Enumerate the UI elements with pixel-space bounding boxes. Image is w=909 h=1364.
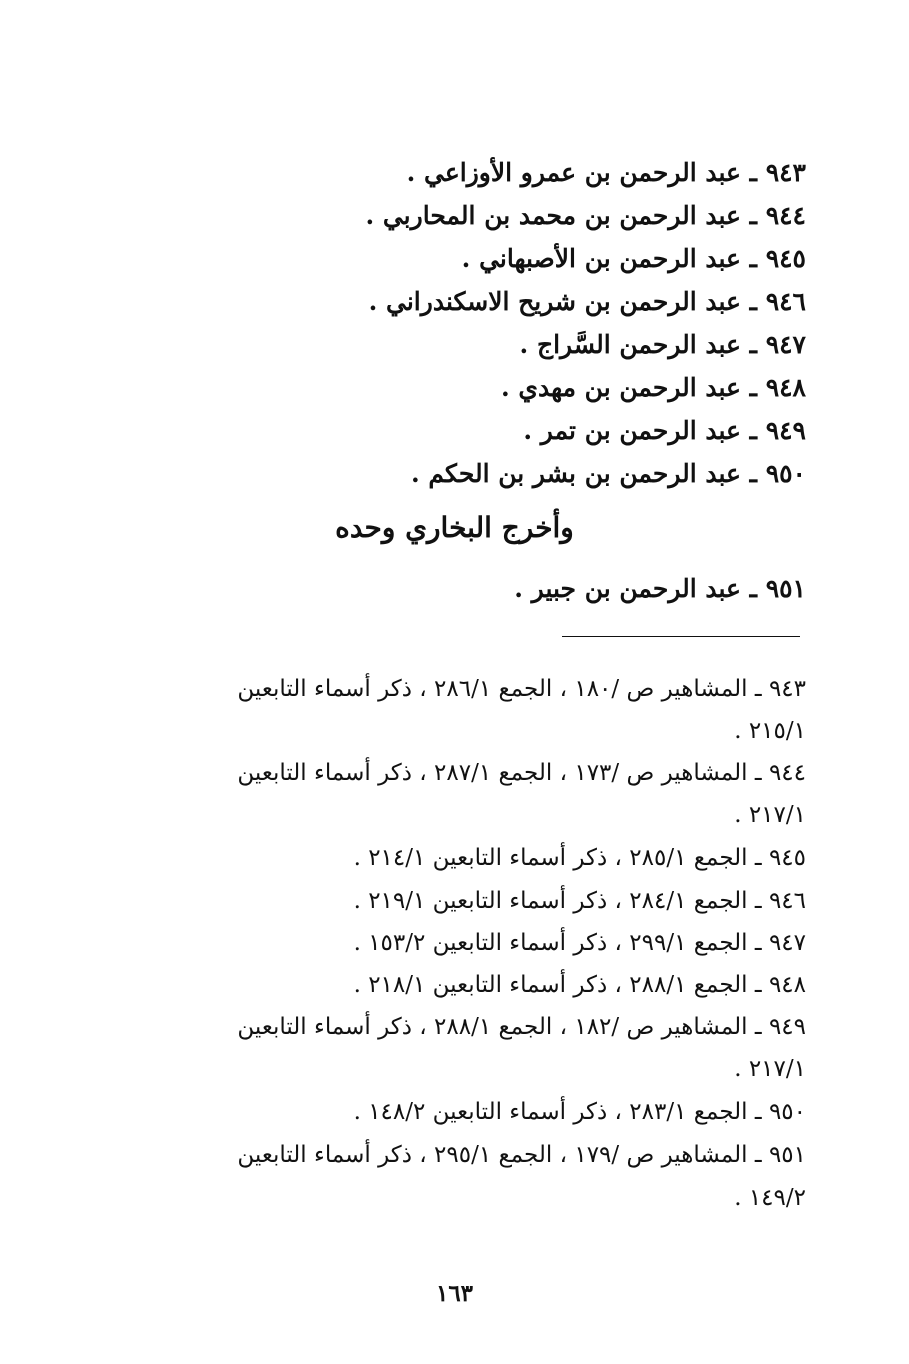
page-number: ١٦٣: [435, 1280, 474, 1307]
footnote-948: ٩٤٨ ـ الجمع ٢٨٨/١ ، ذكر أسماء التابعين ٢١٨/١ .: [353, 972, 806, 998]
footnote-947: ٩٤٧ ـ الجمع ٢٩٩/١ ، ذكر أسماء التابعين ١٥٣/٢ .: [353, 930, 806, 956]
footnote-943-continued: ٢١٥/١ .: [734, 718, 806, 744]
footnote-951-continued: ١٤٩/٢ .: [734, 1185, 806, 1211]
entry-946: ٩٤٦ ـ عبد الرحمن بن شريح الاسكندراني .: [368, 287, 806, 316]
entry-948: ٩٤٨ ـ عبد الرحمن بن مهدي .: [500, 373, 806, 402]
footnote-949: ٩٤٩ ـ المشاهير ص /١٨٢ ، الجمع ٢٨٨/١ ، ذكر أسماء التابعين: [237, 1014, 806, 1040]
footnote-950: ٩٥٠ ـ الجمع ٢٨٣/١ ، ذكر أسماء التابعين ١٤٨/٢ .: [353, 1099, 806, 1125]
section-heading: وأخرج البخاري وحده: [335, 511, 574, 544]
entry-945: ٩٤٥ ـ عبد الرحمن بن الأصبهاني .: [461, 244, 806, 273]
entry-950: ٩٥٠ ـ عبد الرحمن بن بشر بن الحكم .: [410, 459, 806, 488]
footnote-951: ٩٥١ ـ المشاهير ص /١٧٩ ، الجمع ٢٩٥/١ ، ذكر أسماء التابعين: [237, 1142, 806, 1168]
entry-944: ٩٤٤ ـ عبد الرحمن بن محمد بن المحاربي .: [365, 201, 806, 230]
footnote-divider: [562, 636, 800, 637]
footnote-943: ٩٤٣ ـ المشاهير ص /١٨٠ ، الجمع ٢٨٦/١ ، ذكر أسماء التابعين: [237, 676, 806, 702]
entry-947: ٩٤٧ ـ عبد الرحمن السَّراج .: [519, 330, 806, 359]
entry-943: ٩٤٣ ـ عبد الرحمن بن عمرو الأوزاعي .: [406, 158, 806, 187]
footnote-949-continued: ٢١٧/١ .: [734, 1056, 806, 1082]
footnote-944: ٩٤٤ ـ المشاهير ص /١٧٣ ، الجمع ٢٨٧/١ ، ذكر أسماء التابعين: [237, 760, 806, 786]
footnote-944-continued: ٢١٧/١ .: [734, 802, 806, 828]
footnote-946: ٩٤٦ ـ الجمع ٢٨٤/١ ، ذكر أسماء التابعين ٢١٩/١ .: [353, 888, 806, 914]
entry-951: ٩٥١ ـ عبد الرحمن بن جبير .: [514, 574, 806, 603]
entry-949: ٩٤٩ ـ عبد الرحمن بن تمر .: [523, 416, 806, 445]
footnote-945: ٩٤٥ ـ الجمع ٢٨٥/١ ، ذكر أسماء التابعين ٢١٤/١ .: [353, 845, 806, 871]
